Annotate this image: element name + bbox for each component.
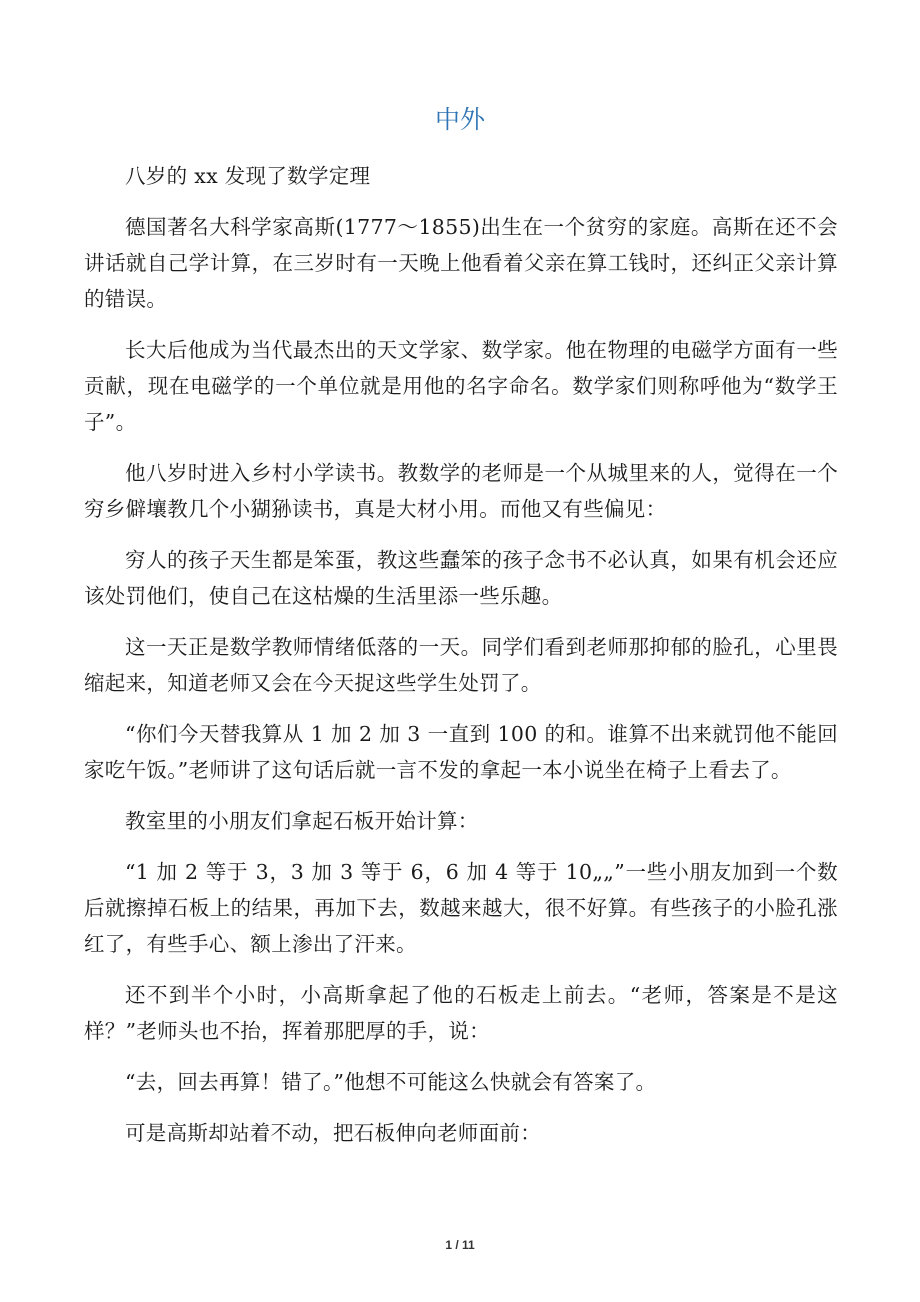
page-number: 1 / 11 (445, 1238, 475, 1252)
paragraph: 还不到半个小时，小高斯拿起了他的石板走上前去。“老师，答案是不是这样？”老师头也不抬，挥着那肥厚的手，说： (84, 983, 838, 1043)
paragraph: 这一天正是数学教师情绪低落的一天。同学们看到老师那抑郁的脸孔，心里畏缩起来，知道老师又会在今天捉这些学生处罚了。 (84, 635, 838, 695)
document-title: 中外 (434, 105, 485, 134)
paragraph: 德国著名大科学家高斯(1777～1855)出生在一个贫穷的家庭。高斯在还不会讲话就自己学计算，在三岁时有一天晚上他看着父亲在算工钱时，还纠正父亲计算的错误。 (84, 215, 838, 311)
paragraph: 穷人的孩子天生都是笨蛋，教这些蠢笨的孩子念书不必认真，如果有机会还应该处罚他们，使自己在这枯燥的生活里添一些乐趣。 (84, 548, 838, 608)
paragraph: “去，回去再算！错了。”他想不可能这么快就会有答案了。 (125, 1070, 657, 1094)
paragraph: 八岁的 xx 发现了数学定理 (125, 164, 371, 188)
document-body (84, 158, 838, 1166)
paragraph: 教室里的小朋友们拿起石板开始计算： (125, 809, 479, 833)
paragraph: 可是高斯却站着不动，把石板伸向老师面前： (125, 1121, 541, 1145)
paragraph: 长大后他成为当代最杰出的天文学家、数学家。他在物理的电磁学方面有一些贡献，现在电磁学的一个单位就是用他的名字命名。数学家们则称呼他为“数学王子”。 (84, 338, 838, 434)
paragraph: “你们今天替我算从 1 加 2 加 3 一直到 100 的和。谁算不出来就罚他不能回家吃午饭。”老师讲了这句话后就一言不发的拿起一本小说坐在椅子上看去了。 (84, 722, 838, 782)
paragraph: 他八岁时进入乡村小学读书。教数学的老师是一个从城里来的人，觉得在一个穷乡僻壤教几个小猢狲读书，真是大材小用。而他又有些偏见： (84, 461, 838, 521)
paragraph: “1 加 2 等于 3，3 加 3 等于 6，6 加 4 等于 10„„”一些小朋友加到一个数后就擦掉石板上的结果，再加下去，数越来越大，很不好算。有些孩子的小脸孔涨红了，有些手心、额上渗出了汗来。 (84, 860, 838, 956)
